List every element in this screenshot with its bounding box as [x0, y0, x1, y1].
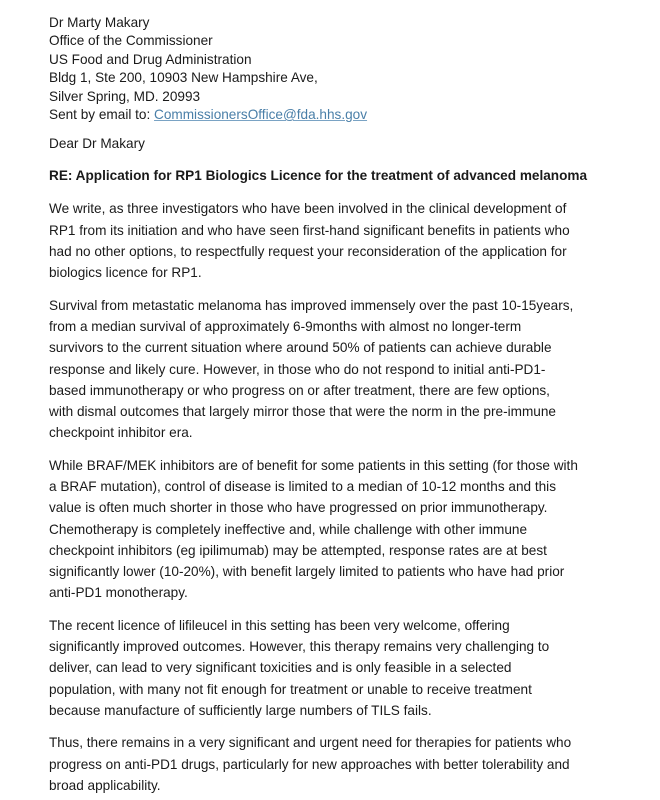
paragraph-line: broad applicability.	[49, 777, 161, 793]
paragraph-line: Chemotherapy is completely ineffective and, while challenge with other immune	[49, 521, 528, 537]
paragraph-line: response and likely cure. However, in those who do not respond to initial anti-PD1-	[49, 361, 546, 377]
sent-by-line	[49, 106, 620, 124]
paragraph-line: anti-PD1 monotherapy.	[49, 585, 188, 601]
recipient-street: Bldg 1, Ste 200, 10903 New Hampshire Ave,	[49, 70, 318, 86]
body-paragraph	[49, 455, 620, 604]
paragraph-line: based immunotherapy or who progress on or after treatment, there are few options,	[49, 382, 550, 398]
body-paragraph	[49, 732, 620, 796]
paragraph-line: Thus, there remains in a very significant and urgent need for therapies for patients who	[49, 735, 572, 751]
paragraph-line: a BRAF mutation), control of disease is limited to a median of 10-12 months and this	[49, 479, 556, 494]
paragraph-line: progress on anti-PD1 drugs, particularly for new approaches with better tolerability and	[49, 756, 570, 772]
paragraph-line: We write, as three investigators who have been involved in the clinical development of	[49, 201, 567, 217]
paragraph-line: Survival from metastatic melanoma has improved immensely over the past 10-15years,	[49, 297, 574, 313]
paragraph-line: RP1 from its initiation and who have seen first-hand significant benefits in patients who	[49, 222, 570, 238]
body-paragraph	[49, 295, 620, 444]
paragraph-line: While BRAF/MEK inhibitors are of benefit for some patients in this setting (for those with	[49, 457, 578, 473]
paragraph-line: checkpoint inhibitor era.	[49, 425, 193, 441]
email-link[interactable]: CommissionersOffice@fda.hhs.gov	[154, 107, 368, 123]
recipient-office: Office of the Commissioner	[49, 33, 213, 49]
salutation: Dear Dr Makary	[49, 136, 145, 152]
paragraph-line: biologics licence for RP1.	[49, 265, 202, 281]
recipient-city: Silver Spring, MD. 20993	[49, 88, 201, 104]
paragraph-line: significantly improved outcomes. However, this therapy remains very challenging to	[49, 639, 550, 655]
paragraph-line: significantly lower (10-20%), with benefit largely limited to patients who have had prior	[49, 564, 565, 580]
paragraph-line: from a median survival of approximately 6-9months with almost no longer-term	[49, 318, 522, 334]
body-paragraph	[49, 615, 620, 721]
paragraph-line: population, with many not fit enough for treatment or unable to receive treatment	[49, 681, 532, 697]
paragraph-line: The recent licence of lifileucel in this setting has been very welcome, offering	[49, 617, 510, 633]
sent-by-label: Sent by email to:	[49, 107, 155, 123]
paragraph-line: with dismal outcomes that largely mirror those that were the norm in the pre-immune	[49, 404, 556, 420]
paragraph-line: deliver, can lead to very significant toxicities and is only feasible in a selected	[49, 660, 512, 676]
paragraph-line: value is often much shorter in those who have progressed on prior immunotherapy.	[49, 500, 548, 516]
subject-line: RE: Application for RP1 Biologics Licence for the treatment of advanced melanoma	[49, 168, 588, 184]
paragraph-line: had no other options, to respectfully request your reconsideration of the application for	[49, 244, 567, 260]
paragraph-line: because manufacture of sufficiently large numbers of TILS fails.	[49, 702, 432, 718]
paragraph-line: checkpoint inhibitors (eg ipilimumab) may be attempted, response rates are at best	[49, 542, 547, 558]
paragraph-line: survivors to the current situation where around 50% of patients can achieve durable	[49, 340, 552, 356]
recipient-name: Dr Marty Makary	[49, 15, 150, 30]
recipient-address-block	[49, 14, 620, 124]
recipient-agency: US Food and Drug Administration	[49, 51, 252, 67]
body-paragraph	[49, 198, 620, 283]
